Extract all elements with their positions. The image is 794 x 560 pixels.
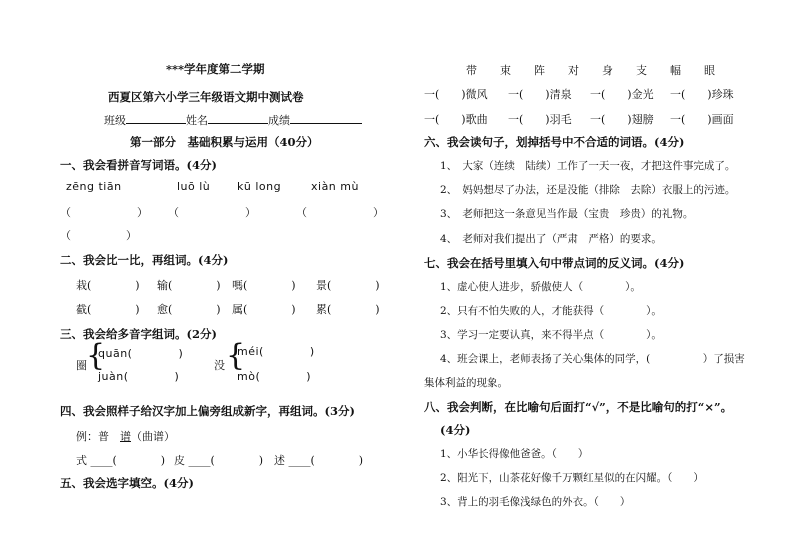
q1-blank-3[interactable]: （ ） <box>296 206 384 219</box>
class-label: 班级 <box>104 114 126 127</box>
name-field[interactable] <box>208 113 268 124</box>
q2-r1-2[interactable]: 输( ) <box>157 279 221 292</box>
q7-item-2[interactable]: 2、只有不怕失败的人，才能获得（ ）。 <box>440 305 662 317</box>
q3-brace-1: { <box>86 338 106 373</box>
q4-item-3[interactable]: 述 ____( ) <box>274 454 364 467</box>
q2-r2-1[interactable]: 截( ) <box>76 303 140 316</box>
q6-item-4[interactable]: 4、 老师对我们提出了（严肃 严格）的要求。 <box>440 233 662 245</box>
q1-blank-1[interactable]: （ ） <box>60 206 148 219</box>
q2-r1-1[interactable]: 栽( ) <box>76 279 140 292</box>
q8-item-3[interactable]: 3、背上的羽毛像浅绿色的外衣。（ ） <box>440 496 631 508</box>
q1-blank-2[interactable]: （ ） <box>168 206 256 219</box>
term-heading: ***学年度第二学期 <box>166 62 265 76</box>
q5-r1-3[interactable]: 一( )金光 <box>590 88 654 101</box>
q3-brace-2: { <box>226 338 246 373</box>
q1-pinyin-4: xiàn mù <box>311 180 359 193</box>
q4-title: 四、我会照样子给汉字加上偏旁组成新字，再组词。(3分) <box>60 404 355 418</box>
q7-item-3[interactable]: 3、学习一定要认真，来不得半点（ ）。 <box>440 329 662 341</box>
q3-reading-2a[interactable]: méi( ) <box>237 345 315 358</box>
q5-r2-1[interactable]: 一( )歌曲 <box>424 113 488 126</box>
q3-char-2: 没 <box>214 359 225 372</box>
q2-r2-4[interactable]: 累( ) <box>316 303 380 316</box>
q5-r2-4[interactable]: 一( )画面 <box>670 113 734 126</box>
q5-r1-4[interactable]: 一( )珍珠 <box>670 88 734 101</box>
q6-item-3[interactable]: 3、 老师把这一条意见当作最（宝贵 珍贵）的礼物。 <box>440 208 694 220</box>
q1-title: 一、我会看拼音写词语。(4分) <box>60 158 217 172</box>
q3-reading-1a[interactable]: quān( ) <box>98 347 184 360</box>
q3-reading-2b[interactable]: mò( ) <box>237 370 312 383</box>
student-info-line <box>104 112 362 128</box>
exam-title: 西夏区第六小学三年级语文期中测试卷 <box>108 90 304 104</box>
q6-item-2[interactable]: 2、 妈妈想尽了办法，还是没能（排除 去除）衣服上的污迹。 <box>440 184 736 196</box>
q6-title: 六、我会读句子，划掉括号中不合适的词语。(4分) <box>424 135 685 149</box>
q1-pinyin-1: zēng tiān <box>66 180 122 193</box>
q3-reading-1b[interactable]: juàn( ) <box>98 370 180 383</box>
q4-item-2[interactable]: 皮 ____( ) <box>174 454 264 467</box>
q7-title: 七、我会在括号里填入句中带点词的反义词。(4分) <box>424 256 685 270</box>
q1-blank-4[interactable]: （ ） <box>60 229 137 242</box>
q3-char-1: 圈 <box>76 359 87 372</box>
score-label: 成绩 <box>268 114 290 127</box>
q5-char-bank: 带 束 阵 对 身 支 幅 眼 <box>466 64 721 77</box>
q8-item-2[interactable]: 2、阳光下，山茶花好像千万颗红星似的在闪耀。（ ） <box>440 472 704 484</box>
score-field[interactable] <box>290 113 362 124</box>
q4-item-1[interactable]: 式 ____( ) <box>76 454 166 467</box>
q3-title: 三、我会给多音字组词。(2分) <box>60 327 217 341</box>
q7-item-4[interactable]: 4、班会课上，老师表扬了关心集体的同学，( ）了损害 <box>440 353 745 365</box>
q8-score: (4分) <box>440 423 471 437</box>
q7-item-1[interactable]: 1、虚心使人进步，骄傲使人（ ）。 <box>440 281 641 293</box>
q2-r1-3[interactable]: 嗎( ) <box>232 279 296 292</box>
q5-r2-3[interactable]: 一( )翅膀 <box>590 113 654 126</box>
q2-title: 二、我会比一比，再组词。(4分) <box>60 253 229 267</box>
q6-item-1[interactable]: 1、 大家（连续 陆续）工作了一天一夜，才把这件事完成了。 <box>440 160 736 172</box>
q2-r1-4[interactable]: 景( ) <box>316 279 380 292</box>
q5-r1-1[interactable]: 一( )微风 <box>424 88 488 101</box>
q8-item-1[interactable]: 1、小华长得像他爸爸。（ ） <box>440 448 589 460</box>
q8-title: 八、我会判断，在比喻句后面打“√”，不是比喻句的打“×”。 <box>424 400 733 414</box>
q2-r2-2[interactable]: 愈( ) <box>157 303 221 316</box>
q1-pinyin-3: kū long <box>237 180 282 193</box>
q1-pinyin-2: luō lù <box>177 180 211 193</box>
class-field[interactable] <box>126 113 186 124</box>
q5-title: 五、我会选字填空。(4分) <box>60 476 194 490</box>
q5-r1-2[interactable]: 一( )清泉 <box>508 88 572 101</box>
name-label: 姓名 <box>186 114 208 127</box>
q5-r2-2[interactable]: 一( )羽毛 <box>508 113 572 126</box>
q4-example: 例：普 谱（曲谱） <box>76 430 175 443</box>
q7-item-4-cont: 集体利益的现象。 <box>424 377 508 389</box>
part1-heading: 第一部分 基础积累与运用（40分） <box>130 135 319 149</box>
q2-r2-3[interactable]: 属( ) <box>232 303 296 316</box>
